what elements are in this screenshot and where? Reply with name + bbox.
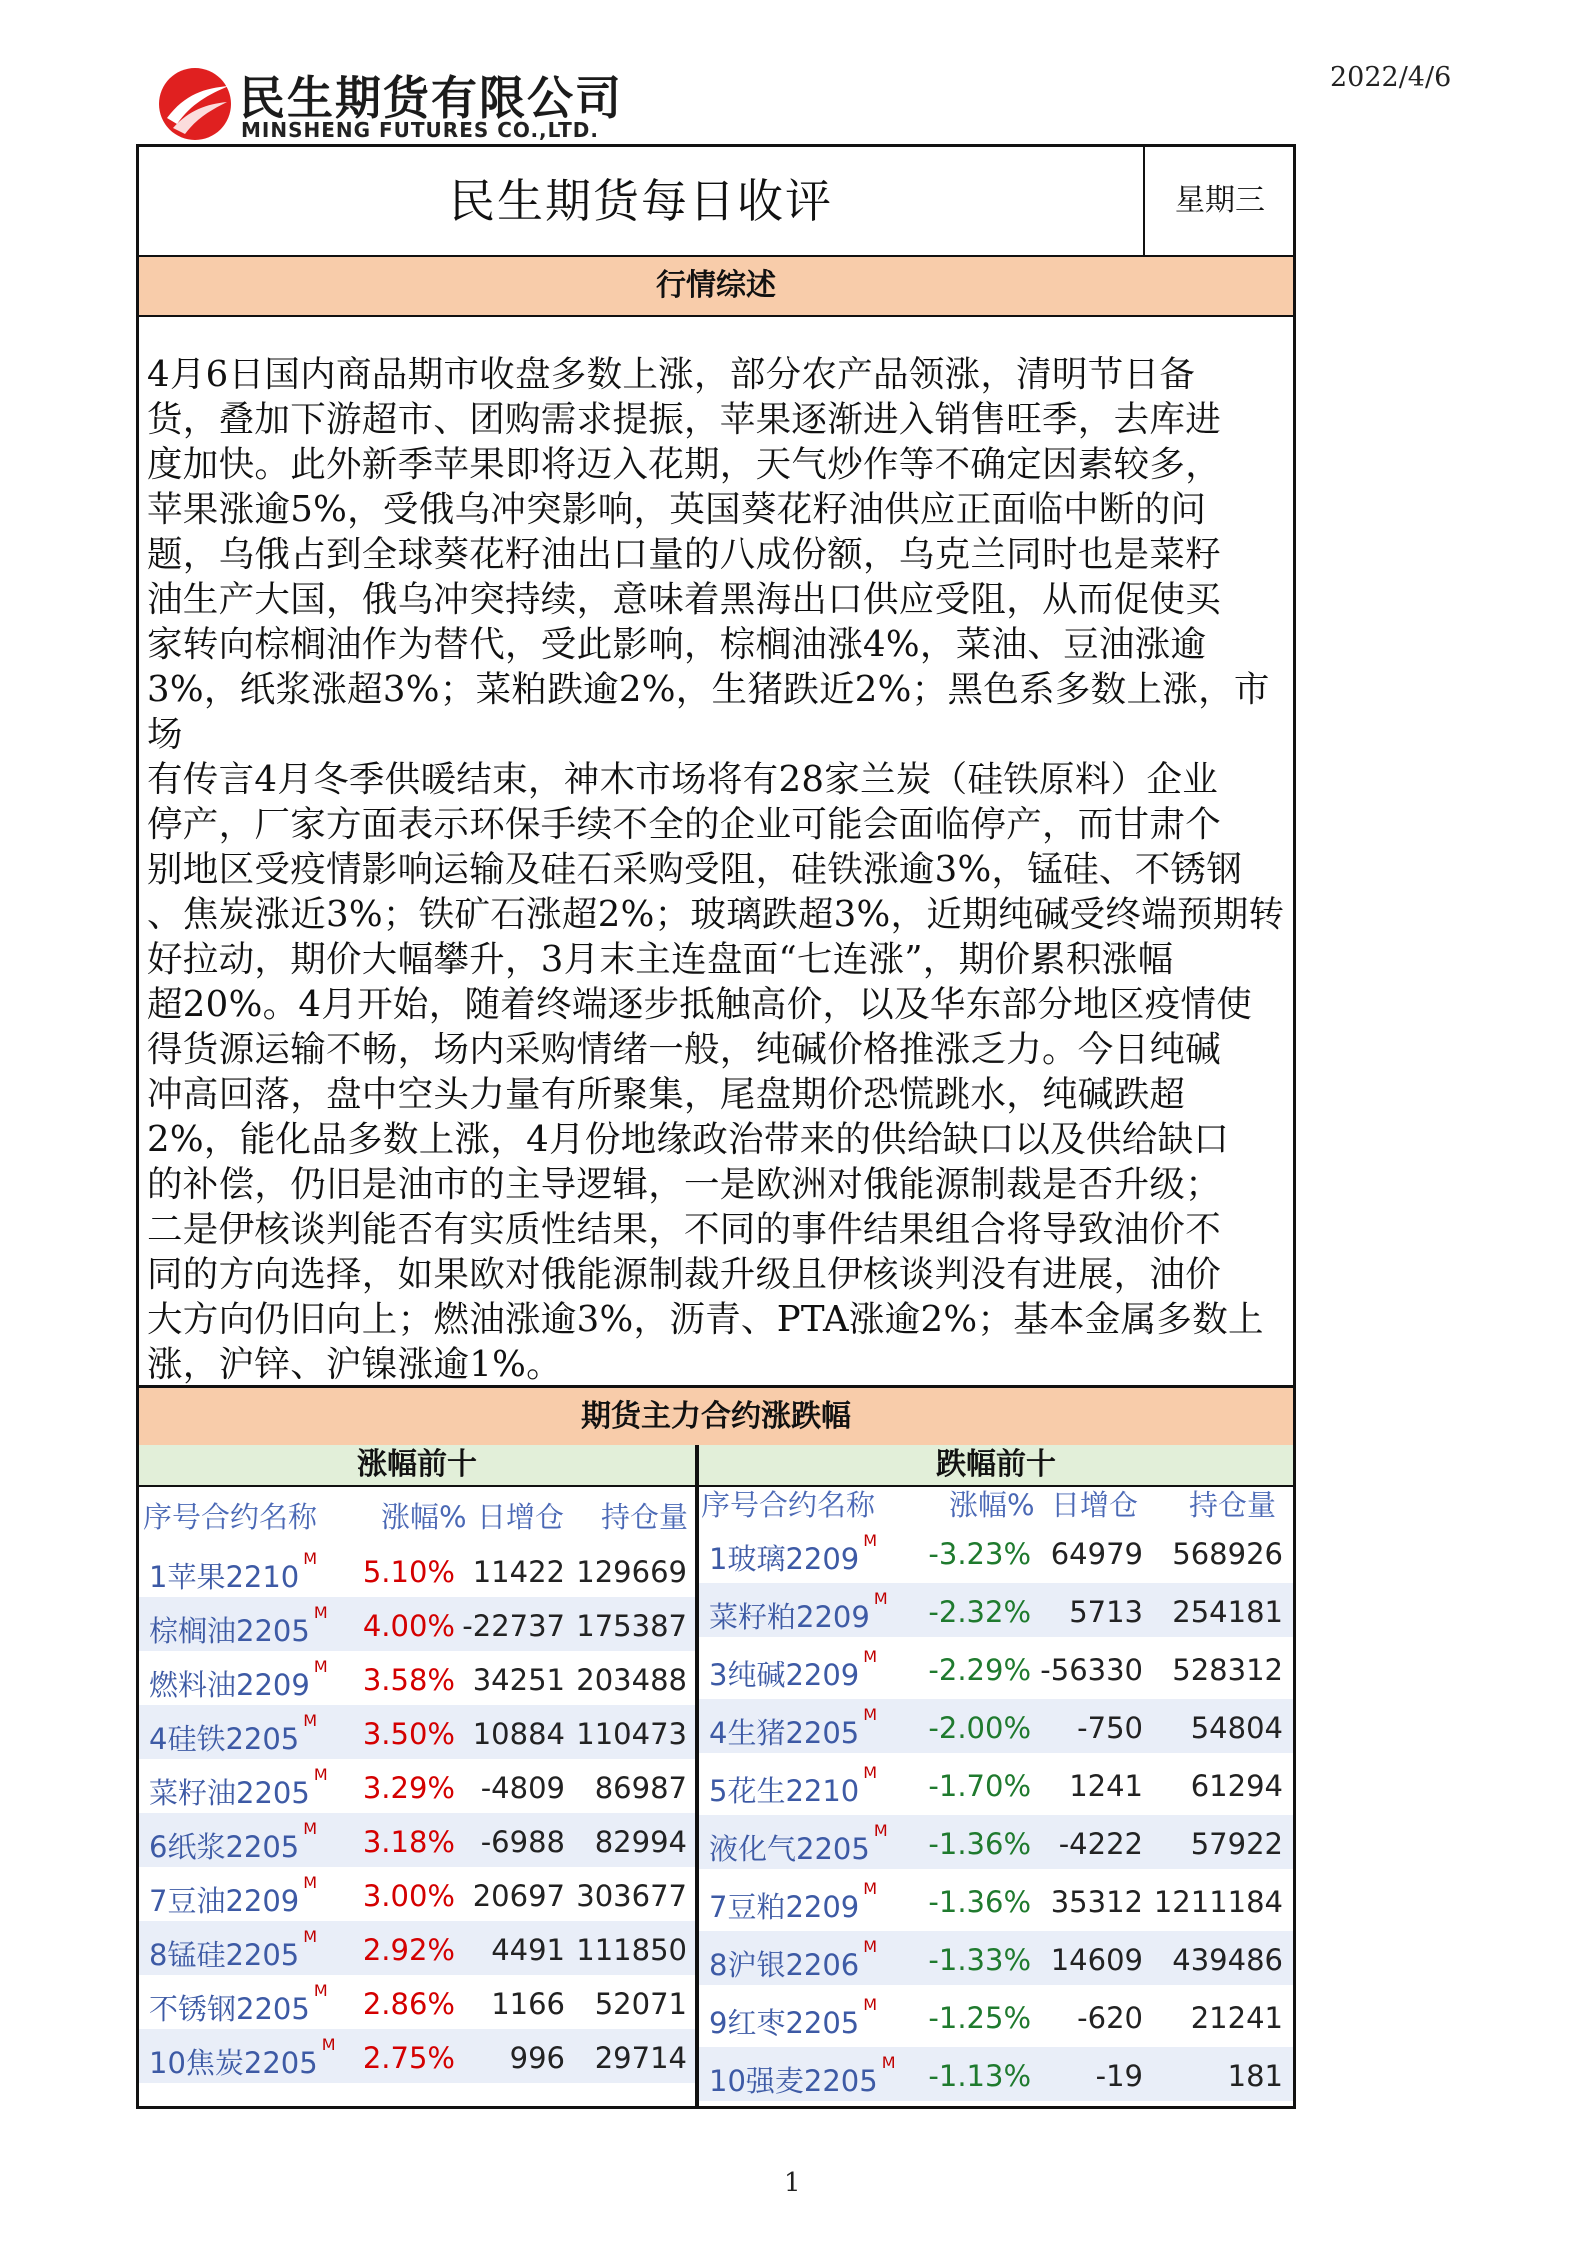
- daily-oi-change: -620: [1077, 2001, 1143, 2035]
- company-name-en: MINSHENG FUTURES CO.,LTD.: [241, 118, 599, 142]
- table-row: [139, 1867, 695, 1921]
- contract-label: 7豆油2209: [149, 1884, 300, 1918]
- daily-oi-change: 1241: [1069, 1769, 1143, 1803]
- main-contract-marker: M: [303, 1819, 318, 1838]
- main-contract-marker: M: [873, 1589, 888, 1608]
- open-interest: 29714: [594, 2041, 687, 2075]
- table-row: [139, 1651, 695, 1705]
- change-percent: 5.10%: [362, 1555, 455, 1589]
- table-row: [699, 2047, 1293, 2101]
- table-row: [699, 1525, 1293, 1579]
- col-open-interest: 持仓量: [1189, 1488, 1277, 1522]
- table-row: [699, 1931, 1293, 1985]
- contract-name: [149, 1657, 328, 1704]
- contract-label: 8锰硅2205: [149, 1938, 300, 1972]
- contract-label: 菜籽粕2209: [709, 1600, 870, 1634]
- main-contract-marker: M: [863, 1531, 878, 1550]
- contract-name: [709, 2053, 896, 2100]
- main-contract-marker: M: [303, 1873, 318, 1892]
- main-contract-marker: M: [873, 1821, 888, 1840]
- daily-oi-change: 1166: [491, 1987, 565, 2021]
- table-row: [139, 1921, 695, 1975]
- contract-name: [709, 1821, 888, 1868]
- open-interest: 528312: [1172, 1653, 1283, 1687]
- contract-label: 5花生2210: [709, 1774, 860, 1808]
- open-interest: 110473: [576, 1717, 687, 1751]
- daily-oi-change: 20697: [472, 1879, 565, 1913]
- open-interest: 1211184: [1153, 1885, 1283, 1919]
- open-interest: 181: [1227, 2059, 1283, 2093]
- table-row: [699, 1815, 1293, 1869]
- open-interest: 203488: [576, 1663, 687, 1697]
- contract-name: [149, 1603, 328, 1650]
- contract-name: [709, 1763, 878, 1810]
- contract-name: [149, 1819, 318, 1866]
- table-row: [699, 1583, 1293, 1637]
- change-percent: 2.86%: [362, 1987, 455, 2021]
- change-percent: 2.92%: [362, 1933, 455, 1967]
- col-contract: 序号合约名称: [143, 1500, 318, 1534]
- minsheng-logo-icon: [155, 64, 235, 144]
- losers-table-title: 跌幅前十: [699, 1445, 1293, 1487]
- col-daily-oi-change: 日增仓: [477, 1500, 565, 1534]
- col-open-interest: 持仓量: [601, 1500, 689, 1534]
- contract-label: 4硅铁2205: [149, 1722, 300, 1756]
- daily-oi-change: 64979: [1050, 1537, 1143, 1571]
- contract-label: 燃料油2209: [149, 1668, 310, 1702]
- contract-name: [709, 1647, 878, 1694]
- change-percent: -3.23%: [928, 1537, 1031, 1571]
- col-change: 涨幅%: [949, 1488, 1035, 1522]
- table-row: [699, 1757, 1293, 1811]
- daily-oi-change: -56330: [1040, 1653, 1143, 1687]
- change-percent: -1.36%: [928, 1827, 1031, 1861]
- main-contract-marker: M: [863, 1647, 878, 1666]
- gainers-column-headers: [139, 1489, 695, 1537]
- table-row: [139, 1759, 695, 1813]
- table-row: [139, 1813, 695, 1867]
- daily-oi-change: -750: [1077, 1711, 1143, 1745]
- change-percent: -1.36%: [928, 1885, 1031, 1919]
- main-contract-marker: M: [313, 1765, 328, 1784]
- contract-label: 1苹果2210: [149, 1560, 300, 1594]
- contract-name: [709, 1937, 878, 1984]
- open-interest: 86987: [594, 1771, 687, 1805]
- main-contract-marker: M: [303, 1549, 318, 1568]
- main-contract-marker: M: [863, 1705, 878, 1724]
- open-interest: 54804: [1190, 1711, 1283, 1745]
- open-interest: 21241: [1190, 2001, 1283, 2035]
- open-interest: 57922: [1190, 1827, 1283, 1861]
- open-interest: 439486: [1172, 1943, 1283, 1977]
- contract-label: 10焦炭2205: [149, 2046, 318, 2080]
- weekday: 星期三: [1143, 147, 1295, 255]
- change-percent: 3.29%: [362, 1771, 455, 1805]
- change-percent: -1.33%: [928, 1943, 1031, 1977]
- main-contract-marker: M: [313, 1603, 328, 1622]
- change-percent: 3.58%: [362, 1663, 455, 1697]
- table-row: [139, 2029, 695, 2083]
- table-row: [699, 1989, 1293, 2043]
- daily-oi-change: -19: [1095, 2059, 1143, 2093]
- change-percent: -2.32%: [928, 1595, 1031, 1629]
- daily-oi-change: -6988: [480, 1825, 565, 1859]
- table-row: [699, 1641, 1293, 1695]
- contract-name: [149, 1765, 328, 1812]
- daily-oi-change: 996: [509, 2041, 565, 2075]
- open-interest: 111850: [576, 1933, 687, 1967]
- report-title: 民生期货每日收评: [449, 174, 833, 228]
- contract-name: [149, 1873, 318, 1920]
- contract-name: [149, 1981, 328, 2028]
- col-contract: 序号合约名称: [701, 1488, 876, 1522]
- page-number: 1: [784, 2168, 801, 2198]
- change-percent: -1.70%: [928, 1769, 1031, 1803]
- daily-oi-change: -22737: [462, 1609, 565, 1643]
- col-change: 涨幅%: [381, 1500, 467, 1534]
- contract-label: 3纯碱2209: [709, 1658, 860, 1692]
- open-interest: 82994: [594, 1825, 687, 1859]
- open-interest: 129669: [576, 1555, 687, 1589]
- main-contract-marker: M: [303, 1711, 318, 1730]
- change-percent: 3.00%: [362, 1879, 455, 1913]
- section-summary-header: 行情综述: [139, 257, 1293, 317]
- daily-oi-change: 35312: [1050, 1885, 1143, 1919]
- contract-label: 10强麦2205: [709, 2064, 878, 2098]
- daily-oi-change: 4491: [491, 1933, 565, 1967]
- main-contract-marker: M: [863, 1995, 878, 2014]
- contract-name: [709, 1995, 878, 2042]
- open-interest: 175387: [576, 1609, 687, 1643]
- gainers-table-title: 涨幅前十: [139, 1445, 695, 1487]
- main-contract-marker: M: [863, 1763, 878, 1782]
- table-row: [139, 1543, 695, 1597]
- table-row: [139, 1975, 695, 2029]
- daily-oi-change: 34251: [472, 1663, 565, 1697]
- contract-label: 菜籽油2205: [149, 1776, 310, 1810]
- contract-name: [709, 1589, 888, 1636]
- change-percent: 2.75%: [362, 2041, 455, 2075]
- change-percent: -2.00%: [928, 1711, 1031, 1745]
- daily-oi-change: 14609: [1050, 1943, 1143, 1977]
- contract-label: 7豆粕2209: [709, 1890, 860, 1924]
- main-contract-marker: M: [313, 1657, 328, 1676]
- daily-oi-change: -4809: [480, 1771, 565, 1805]
- table-row: [699, 1873, 1293, 1927]
- report-frame: [136, 144, 1296, 2109]
- gainers-table: [139, 1445, 695, 2108]
- open-interest: 303677: [576, 1879, 687, 1913]
- contract-label: 棕榈油2205: [149, 1614, 310, 1648]
- contract-label: 9红枣2205: [709, 2006, 860, 2040]
- contract-label: 不锈钢2205: [149, 1992, 310, 2026]
- company-name-cn: 民生期货有限公司: [239, 71, 623, 125]
- contract-name: [709, 1705, 878, 1752]
- change-percent: 3.50%: [362, 1717, 455, 1751]
- section-tables-header: 期货主力合约涨跌幅: [139, 1385, 1293, 1448]
- daily-oi-change: 11422: [472, 1555, 565, 1589]
- change-percent: -2.29%: [928, 1653, 1031, 1687]
- change-percent: -1.13%: [928, 2059, 1031, 2093]
- change-percent: 4.00%: [362, 1609, 455, 1643]
- report-date: 2022/4/6: [1330, 62, 1452, 93]
- contract-label: 液化气2205: [709, 1832, 870, 1866]
- table-row: [699, 1699, 1293, 1753]
- contract-label: 6纸浆2205: [149, 1830, 300, 1864]
- main-contract-marker: M: [863, 1937, 878, 1956]
- contract-name: [149, 1549, 318, 1596]
- contract-name: [709, 1531, 878, 1578]
- contract-name: [149, 2035, 336, 2082]
- title-row: [139, 147, 1293, 257]
- change-percent: 3.18%: [362, 1825, 455, 1859]
- main-contract-marker: M: [881, 2053, 896, 2072]
- open-interest: 52071: [594, 1987, 687, 2021]
- contract-label: 4生猪2205: [709, 1716, 860, 1750]
- table-row: [139, 1597, 695, 1651]
- open-interest: 61294: [1190, 1769, 1283, 1803]
- main-contract-marker: M: [863, 1879, 878, 1898]
- open-interest: 254181: [1172, 1595, 1283, 1629]
- daily-oi-change: -4222: [1058, 1827, 1143, 1861]
- table-row: [139, 1705, 695, 1759]
- market-summary-text: 4月6日国内商品期市收盘多数上涨，部分农产品领涨，清明节日备 货，叠加下游超市、团购需求提振，苹果逐渐进入销售旺季，去库进 度加快。此外新季苹果即将迈入花期，天气炒作等不确定因素较多， 苹果涨逾5%，受俄乌冲突影响，英国葵花籽油供应正面临中断的问 题，乌俄占到全球葵花籽油出口量的八成份额，乌克兰同时也是菜籽 油生产大国，俄乌冲突持续，意味着黑海出口供应受阻，从而促使买 家转向棕榈油作为替代，受此影响，棕榈油涨4%，菜油、豆油涨逾 3%，纸浆涨超3%；菜粕跌逾2%，生猪跌近2%；黑色系多数上涨，市场 有传言4月冬季供暖结束，神木市场将有28家兰炭（硅铁原料）企业 停产，厂家方面表示环保手续不全的企业可能会面临停产，而甘肃个 别地区受疫情影响运输及硅石采购受阻，硅铁涨逾3%，锰硅、不锈钢 、焦炭涨近3%；铁矿石涨超2%；玻璃跌超3%，近期纯碱受终端预期转 好拉动，期价大幅攀升，3月末主连盘面“七连涨”，期价累积涨幅 超20%。4月开始，随着终端逐步抵触高价，以及华东部分地区疫情使 得货源运输不畅，场内采购情绪一般，纯碱价格推涨乏力。今日纯碱 冲高回落，盘中空头力量有所聚集，尾盘期价恐慌跳水，纯碱跌超 2%，能化品多数上涨，4月份地缘政治带来的供给缺口以及供给缺口 的补偿，仍旧是油市的主导逻辑，一是欧洲对俄能源制裁是否升级； 二是伊核谈判能否有实质性结果，不同的事件结果组合将导致油价不 同的方向选择，如果欧对俄能源制裁升级且伊核谈判没有进展，油价 大方向仍旧向上；燃油涨逾3%，沥青、PTA涨逾2%；基本金属多数上 涨，沪锌、沪镍涨逾1%。: [147, 354, 1285, 1385]
- open-interest: 568926: [1172, 1537, 1283, 1571]
- change-percent: -1.25%: [928, 2001, 1031, 2035]
- daily-oi-change: 5713: [1069, 1595, 1143, 1629]
- contract-label: 8沪银2206: [709, 1948, 860, 1982]
- main-contract-marker: M: [321, 2035, 336, 2054]
- contract-name: [149, 1711, 318, 1758]
- losers-table: [695, 1445, 1293, 2108]
- main-contract-marker: M: [303, 1927, 318, 1946]
- col-daily-oi-change: 日增仓: [1051, 1488, 1139, 1522]
- contract-label: 1玻璃2209: [709, 1542, 860, 1576]
- contract-name: [149, 1927, 318, 1974]
- main-contract-marker: M: [313, 1981, 328, 2000]
- daily-oi-change: 10884: [472, 1717, 565, 1751]
- company-logo: [155, 60, 623, 150]
- contract-name: [709, 1879, 878, 1926]
